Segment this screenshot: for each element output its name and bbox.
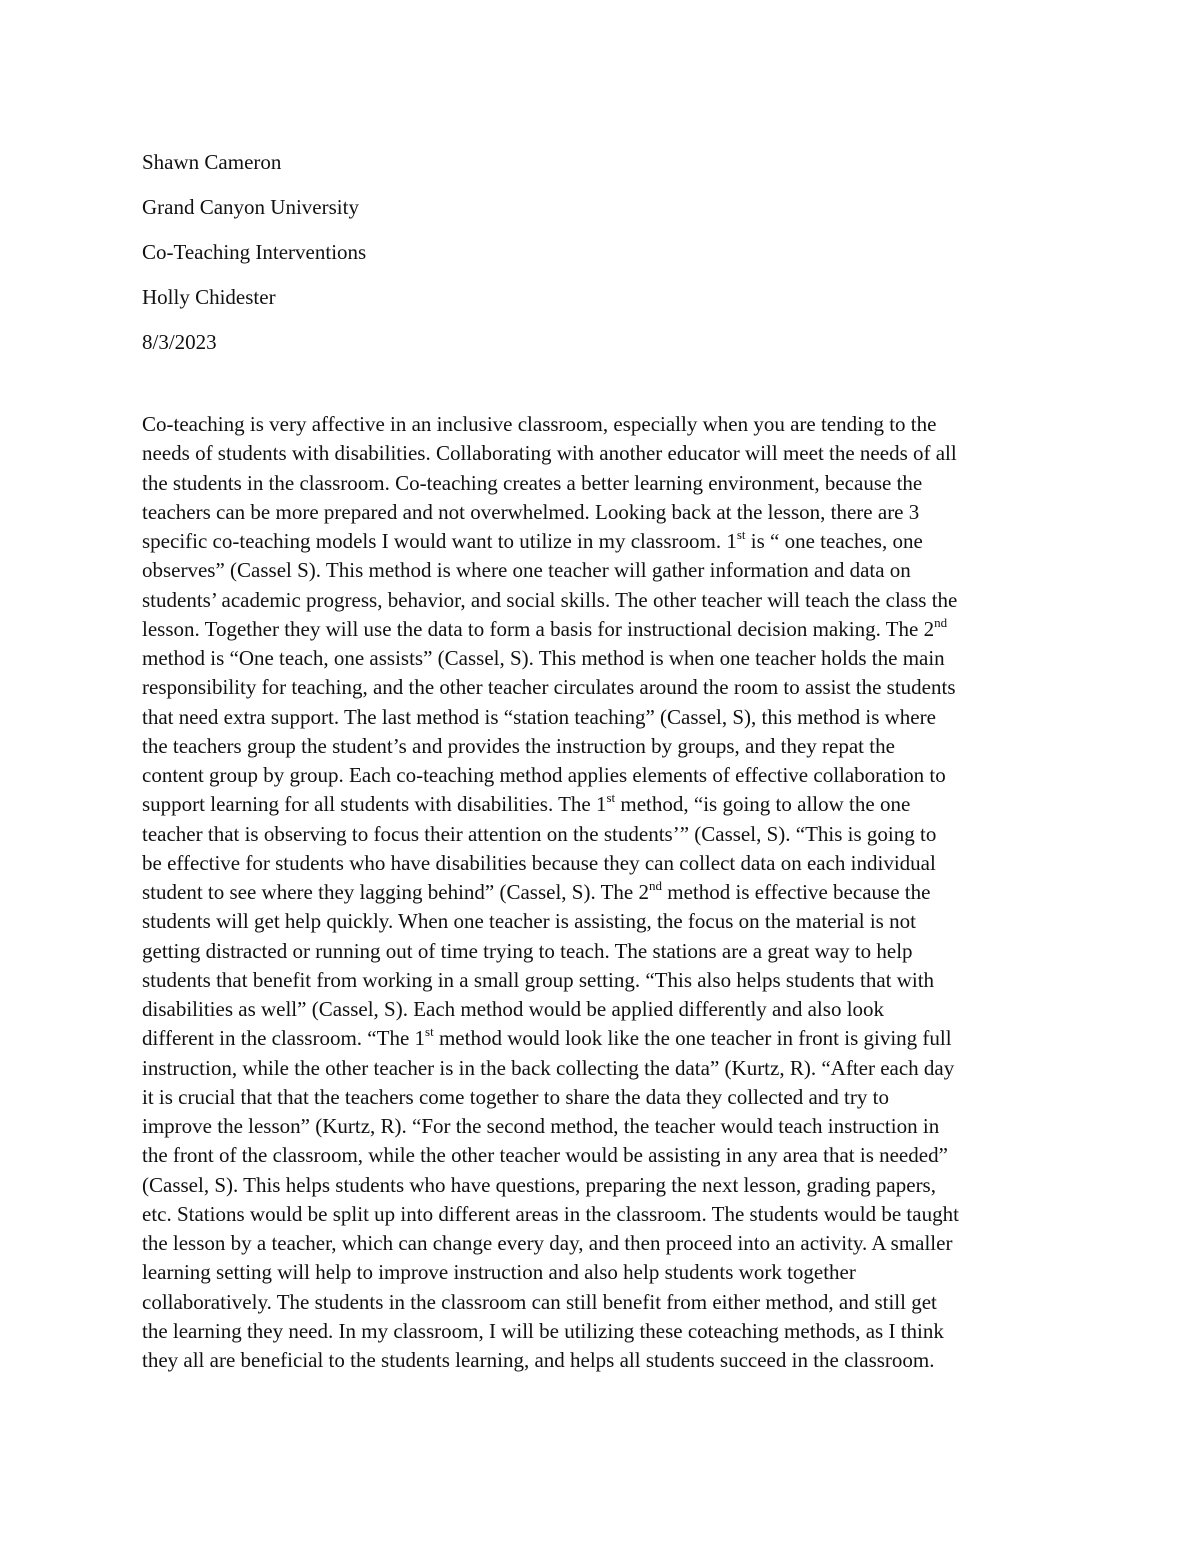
body-line bbox=[142, 1024, 1062, 1053]
ordinal-superscript: nd bbox=[649, 878, 662, 893]
document-date: 8/3/2023 bbox=[142, 330, 217, 354]
body-line-text: different in the classroom. “The 1 bbox=[142, 1026, 426, 1051]
instructor-name: Holly Chidester bbox=[142, 285, 276, 309]
body-line: collaboratively. The students in the classroom can still benefit from either method, and still get bbox=[142, 1289, 937, 1314]
body-line: teachers can be more prepared and not overwhelmed. Looking back at the lesson, there are 3 bbox=[142, 499, 920, 524]
body-line: learning setting will help to improve instruction and also help students work together bbox=[142, 1260, 856, 1285]
body-line: needs of students with disabilities. Collaborating with another educator will meet the needs of all bbox=[142, 441, 957, 466]
body-line-text: student to see where they lagging behind” (Cassel, S). The 2 bbox=[142, 880, 649, 904]
body-line: students’ academic progress, behavior, and social skills. The other teacher will teach the class the bbox=[142, 587, 958, 612]
body-line-text: lesson. Together they will use the data to form a basis for instructional decision making. The 2 bbox=[142, 616, 935, 641]
school-name: Grand Canyon University bbox=[142, 195, 359, 219]
body-line bbox=[142, 527, 1062, 556]
body-paragraph bbox=[142, 410, 1062, 1375]
author-name: Shawn Cameron bbox=[142, 150, 282, 174]
body-line: the front of the classroom, while the other teacher would be assisting in any area that is needed” bbox=[142, 1143, 948, 1168]
body-line: the teachers group the student’s and provides the instruction by groups, and they repat the bbox=[142, 733, 895, 758]
body-line bbox=[142, 615, 1062, 644]
body-line-text: method is effective because the bbox=[662, 880, 931, 904]
ordinal-superscript: nd bbox=[934, 614, 948, 630]
body-line: it is crucial that that the teachers come together to share the data they collected and try to bbox=[142, 1084, 889, 1109]
body-line: improve the lesson” (Kurtz, R). “For the second method, the teacher would teach instruction in bbox=[142, 1114, 940, 1138]
body-line: the learning they need. In my classroom, I will be utilizing these coteaching methods, as I think bbox=[142, 1318, 944, 1343]
body-line: content group by group. Each co-teaching method applies elements of effective collaboration to bbox=[142, 763, 946, 787]
body-line: etc. Stations would be split up into different areas in the classroom. The students would be taught bbox=[142, 1201, 959, 1226]
body-line: the lesson by a teacher, which can change every day, and then proceed into an activity. A smaller bbox=[142, 1231, 953, 1255]
body-line bbox=[142, 790, 1062, 819]
ordinal-superscript: st bbox=[606, 790, 616, 806]
body-line: observes” (Cassel S). This method is where one teacher will gather information and data on bbox=[142, 558, 911, 583]
body-line: (Cassel, S). This helps students who have questions, preparing the next lesson, grading papers, bbox=[142, 1172, 936, 1197]
body-line: responsibility for teaching, and the other teacher circulates around the room to assist the students bbox=[142, 675, 956, 700]
body-line-text: is “ one teaches, one bbox=[745, 529, 923, 553]
body-line: disabilities as well” (Cassel, S). Each method would be applied differently and also look bbox=[142, 997, 885, 1021]
body-line: they all are beneficial to the students learning, and helps all students succeed in the classroom. bbox=[142, 1348, 935, 1372]
body-line: method is “One teach, one assists” (Cassel, S). This method is when one teacher holds the main bbox=[142, 646, 945, 670]
ordinal-superscript: st bbox=[736, 527, 746, 542]
body-line bbox=[142, 878, 1062, 907]
body-line-text: method, “is going to allow the one bbox=[615, 792, 911, 817]
body-line: teacher that is observing to focus their attention on the students’” (Cassel, S). “This is going to bbox=[142, 821, 937, 846]
ordinal-superscript: st bbox=[425, 1024, 434, 1040]
body-line: that need extra support. The last method is “station teaching” (Cassel, S), this method is where bbox=[142, 704, 936, 729]
header-block bbox=[142, 140, 1062, 365]
body-line: the students in the classroom. Co-teaching creates a better learning environment, because the bbox=[142, 470, 923, 495]
body-line-text: method would look like the one teacher in front is giving full bbox=[433, 1026, 952, 1051]
course-title: Co-Teaching Interventions bbox=[142, 240, 367, 264]
body-line: be effective for students who have disabilities because they can collect data on each individual bbox=[142, 850, 936, 875]
body-line: students that benefit from working in a small group setting. “This also helps students that with bbox=[142, 967, 935, 992]
body-line: instruction, while the other teacher is in the back collecting the data” (Kurtz, R). “After each day bbox=[142, 1055, 955, 1080]
body-line: Co-teaching is very affective in an inclusive classroom, especially when you are tending to the bbox=[142, 412, 937, 436]
body-line-text: support learning for all students with disabilities. The 1 bbox=[142, 792, 607, 817]
body-line-text: specific co-teaching models I would want to utilize in my classroom. 1 bbox=[142, 529, 737, 553]
body-line: students will get help quickly. When one teacher is assisting, the focus on the material is not bbox=[142, 909, 916, 934]
body-line: getting distracted or running out of time trying to teach. The stations are a great way to help bbox=[142, 938, 913, 963]
